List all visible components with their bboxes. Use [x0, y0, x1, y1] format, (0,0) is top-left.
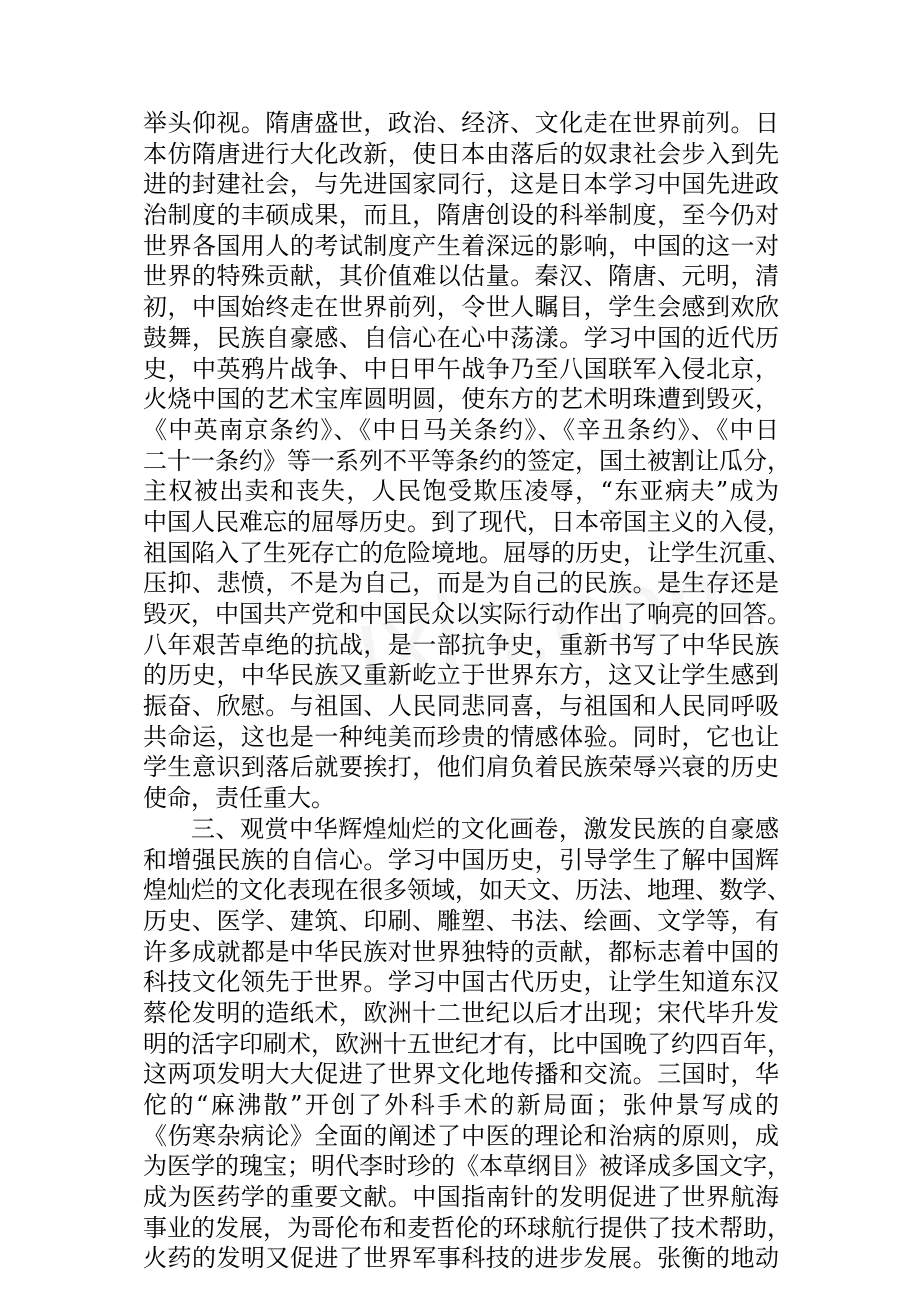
text-line: 使命，责任重大。: [143, 784, 335, 813]
text-line: 的历史，中华民族又重新屹立于世界东方，这又让学生感到: [143, 661, 779, 690]
text-line: 鼓舞，民族自豪感、自信心在心中荡漾。学习中国的近代历: [143, 323, 779, 352]
text-line: 成为医药学的重要文献。中国指南针的发明促进了世界航海: [143, 1183, 779, 1212]
text-line: 《伤寒杂病论》全面的阐述了中医的理论和治病的原则，成: [143, 1121, 779, 1150]
text-line: 火药的发明又促进了世界军事科技的进步发展。张衡的地动: [143, 1244, 779, 1273]
paragraph-1: [143, 108, 791, 814]
text-line: 《中英南京条约》、《中日马关条约》、《辛丑条约》、《中日: [143, 415, 779, 444]
text-line: 这两项发明大大促进了世界文化地传播和交流。三国时，华: [143, 1060, 779, 1089]
text-line: 主权被出卖和丧失，人民饱受欺压凌辱，“东亚病夫”成为: [143, 477, 779, 506]
text-line: 本仿隋唐进行大化改新，使日本由落后的奴隶社会步入到先: [143, 139, 779, 168]
text-line: 科技文化领先于世界。学习中国古代历史，让学生知道东汉: [143, 968, 779, 997]
text-line: 初，中国始终走在世界前列，令世人瞩目，学生会感到欢欣: [143, 293, 779, 322]
text-line: 史，中英鸦片战争、中日甲午战争乃至八国联军入侵北京，: [143, 354, 779, 383]
text-line: 历史、医学、建筑、印刷、雕塑、书法、绘画、文学等，有: [143, 906, 779, 935]
paragraph-2: [143, 814, 791, 1274]
text-line: 事业的发展，为哥伦布和麦哲伦的环球航行提供了技术帮助，: [143, 1213, 791, 1242]
text-line: 共命运，这也是一种纯美而珍贵的情感体验。同时，它也让: [143, 722, 779, 751]
text-line: 振奋、欣慰。与祖国、人民同悲同喜，与祖国和人民同呼吸: [143, 692, 779, 721]
text-line: 祖国陷入了生死存亡的危险境地。屈辱的历史，让学生沉重、: [143, 538, 791, 567]
text-line: 煌灿烂的文化表现在很多领域，如天文、历法、地理、数学、: [143, 876, 791, 905]
text-line: 毁灭，中国共产党和中国民众以实际行动作出了响亮的回答。: [143, 600, 791, 628]
text-line: 为医学的瑰宝；明代李时珍的《本草纲目》被译成多国文字，: [143, 1152, 791, 1181]
text-line: 明的活字印刷术，欧洲十五世纪才有，比中国晚了约四百年，: [143, 1029, 791, 1058]
text-line: 举头仰视。隋唐盛世，政治、经济、文化走在世界前列。日: [143, 109, 779, 137]
text-line: 世界的特殊贡献，其价值难以估量。秦汉、隋唐、元明，清: [143, 262, 779, 291]
text-line: 八年艰苦卓绝的抗战，是一部抗争史，重新书写了中华民族: [143, 630, 779, 659]
text-line: 蔡伦发明的造纸术，欧洲十二世纪以后才出现；宋代毕升发: [143, 998, 779, 1027]
text-line: 进的封建社会，与先进国家同行，这是日本学习中国先进政: [143, 170, 779, 199]
text-line: 和增强民族的自信心。学习中国历史，引导学生了解中国辉: [143, 845, 779, 874]
text-line: 中国人民难忘的屈辱历史。到了现代，日本帝国主义的入侵，: [143, 507, 791, 536]
body-text: [143, 108, 791, 1274]
text-line: 火烧中国的艺术宝库圆明圆，使东方的艺术明珠遭到毁灭，: [143, 385, 779, 414]
text-line: 三、观赏中华辉煌灿烂的文化画卷，激发民族的自豪感: [191, 814, 779, 843]
text-line: 世界各国用人的考试制度产生着深远的影响，中国的这一对: [143, 231, 779, 260]
text-line: 佗的“麻沸散”开创了外科手术的新局面；张仲景写成的: [143, 1091, 779, 1119]
text-line: 压抑、悲愤，不是为自己，而是为自己的民族。是生存还是: [143, 569, 779, 598]
text-line: 许多成就都是中华民族对世界独特的贡献，都标志着中国的: [143, 937, 779, 966]
text-line: 治制度的丰硕成果，而且，隋唐创设的科举制度，至今仍对: [143, 201, 779, 230]
text-line: 二十一条约》等一系列不平等条约的签定，国土被割让瓜分，: [143, 446, 791, 475]
text-line: 学生意识到落后就要挨打，他们肩负着民族荣辱兴衰的历史: [143, 753, 779, 782]
